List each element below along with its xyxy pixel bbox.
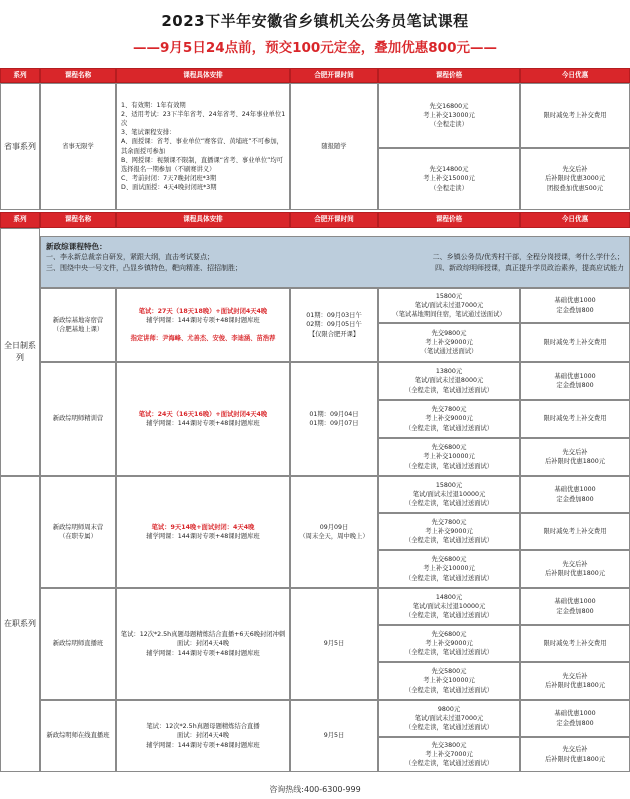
column-header: 合肥开课时间	[290, 68, 378, 83]
cell-line: 3、笔试课程安排：	[121, 129, 176, 137]
cell-line: （全程走读，笔试通过送面试）	[404, 724, 494, 732]
cell-line: （全程走读，笔试通过送面试）	[404, 537, 494, 545]
cell-line: 02期：09月05日午	[306, 321, 362, 329]
price-option	[378, 83, 520, 148]
price-option	[378, 625, 520, 662]
price-option	[378, 588, 520, 625]
cell-line: 后补限时优惠1800元	[544, 755, 606, 763]
cell-line: 基础优惠1000	[554, 486, 596, 494]
price-option	[378, 362, 520, 400]
cell-line: 定金叠加800	[556, 719, 594, 727]
cell-line: 基础优惠1000	[554, 297, 596, 305]
course-arrangement	[116, 700, 290, 772]
column-header: 系列	[0, 212, 40, 228]
start-time	[290, 588, 378, 700]
offer-cell	[520, 662, 630, 700]
cell-line: 笔试：12次*2.5h真题母题精炼结合直播	[146, 723, 260, 731]
price-option	[378, 400, 520, 438]
page-title: 2023下半年安徽省乡镇机关公务员笔试课程	[161, 12, 469, 30]
start-time	[290, 362, 378, 476]
cell-line: 定金叠加800	[556, 306, 594, 314]
cell-line: 【仅限合肥开课】	[308, 330, 360, 338]
cell-line: 考上补交7000元	[425, 750, 473, 758]
cell-line: 先交7800元	[431, 406, 467, 414]
online-support: 辅学网课：144课时专项+48课时题库班	[146, 420, 260, 427]
cell-line: （全程走读，笔试通过送面试）	[404, 649, 494, 657]
feature-item: 四、新政综明师授课，真正提升学员政治素养，提高应试能力	[435, 263, 624, 272]
cell-line: 考上补交9000元	[425, 338, 473, 346]
cell-line: 先交14800元	[429, 166, 469, 174]
cell-line: （全程走读，笔试通过送面试）	[404, 612, 494, 620]
cell-line: 新政综明师精训营	[52, 415, 104, 423]
cell-line: 先交后补	[562, 448, 588, 456]
cell-line: （全程走读，笔试通过送面试）	[404, 424, 494, 432]
start-time	[290, 288, 378, 362]
cell-line: 限时减免考上补交费用	[543, 527, 607, 535]
column-header: 合肥开课时间	[290, 212, 378, 228]
cell-line: 笔试/面试未过退8000元	[414, 377, 484, 385]
course-name: 省事无限学	[40, 83, 116, 210]
online-support: 辅学网课：144课时专项+48课时题库班	[146, 317, 260, 325]
price-option	[378, 288, 520, 323]
cell-line: 9月5日	[323, 640, 345, 648]
cell-line: 定金叠加800	[556, 495, 594, 503]
column-header: 课程价格	[378, 212, 520, 228]
cell-line: 新政综明师直播班	[52, 640, 104, 648]
lecturers: 指定讲师：尹海峰、尤善杰、安俊、李迪涵、苗浩荐	[130, 334, 276, 342]
column-header: 今日优惠	[520, 212, 630, 228]
offer-cell	[520, 737, 630, 772]
cell-line: 01期：09月07日	[309, 420, 359, 427]
cell-line: 限时减免考上补交费用	[543, 415, 607, 423]
price-option	[378, 550, 520, 588]
cell-line: 先交9800元	[431, 329, 467, 337]
cell-line: 限时减免考上补交费用	[543, 639, 607, 647]
cell-line: D、面试面授：4天4晚封闭班*3期	[121, 184, 217, 191]
cell-line: 新政综明师周末营	[52, 523, 104, 531]
online-support: 辅学网课：144课时专项+48课时题库班	[146, 533, 260, 540]
course-name	[40, 362, 116, 476]
start-time	[290, 700, 378, 772]
cell-line: 9800元	[437, 705, 461, 713]
offer-cell	[520, 438, 630, 476]
cell-line: （在职专属）	[59, 533, 97, 540]
offer-cell	[520, 476, 630, 513]
offer-cell	[520, 148, 630, 210]
cell-line: 9月5日	[323, 732, 345, 740]
cell-line: （笔试基地期间住宿，笔试通过送面试）	[392, 311, 506, 319]
price-option	[378, 737, 520, 772]
exam-schedule: 笔试：9天14晚+面试封闭：4天4晚	[151, 523, 255, 531]
column-header: 课程名称	[40, 212, 116, 228]
course-arrangement	[116, 476, 290, 588]
cell-line: 考上补交10000元	[423, 453, 475, 461]
cell-line: 先交3800元	[431, 741, 467, 749]
cell-line: 先交后补	[562, 746, 588, 754]
cell-line: 团报叠加优惠500元	[546, 184, 604, 192]
offer-cell	[520, 700, 630, 737]
cell-line: 先交后补	[562, 560, 588, 568]
cell-line: 笔试/面试未过退7000元	[414, 301, 484, 309]
cell-line: 14800元	[435, 593, 463, 601]
series-label: 全日制系列	[0, 228, 40, 476]
start-time: 随报随学	[290, 83, 378, 210]
cell-line: 笔试/面试未过退10000元	[412, 602, 486, 610]
cell-line: 基础优惠1000	[554, 598, 596, 606]
cell-line: 后补限时优惠1800元	[544, 682, 606, 689]
start-time	[290, 476, 378, 588]
cell-line: 先交7800元	[431, 518, 467, 526]
cell-line: 限时减免考上补交费用	[543, 111, 607, 119]
exam-schedule: 笔试：27天（18天18晚）+面试封闭4天4晚	[138, 308, 268, 316]
column-header: 课程价格	[378, 68, 520, 83]
cell-line: 先交后补	[562, 166, 588, 174]
cell-line: B、网授课：视频课不限制，直播课“省考、事业单位”均可选择报名一期参加（不刷赛讲义）	[121, 156, 283, 173]
exam-schedule: 笔试：24天（16天16晚）+面试封闭4天4晚	[138, 410, 268, 418]
cell-line: 后补限时优惠3000元	[544, 175, 606, 183]
cell-line: 笔试：12次*2.5h真题母题精炼结合直播+6天6晚封闭冲刺	[120, 631, 286, 639]
offer-cell	[520, 288, 630, 323]
course-name	[40, 588, 116, 700]
cell-line: 辅学网课：144课时专项+48课时题库班	[146, 741, 260, 749]
cell-line: 辅学网课：144课时专项+48课时题库班	[146, 649, 260, 657]
feature-item: 一、李永新总裁亲自研发，紧跟大纲，直击考试要点；	[46, 253, 214, 262]
cell-line: 后补限时优惠1800元	[544, 458, 606, 465]
offer-cell	[520, 513, 630, 550]
column-header: 课程具体安排	[116, 68, 290, 83]
cell-line: 新政综明师在线直播班	[46, 732, 110, 740]
cell-line: （全程走读，笔试通过送面试）	[404, 500, 494, 508]
cell-line: 新政综基地寄宿营	[52, 316, 104, 324]
offer-cell	[520, 625, 630, 662]
course-arrangement	[116, 288, 290, 362]
cell-line: 考上补交9000元	[425, 527, 473, 535]
cell-line: 先交6800元	[431, 444, 467, 452]
feature-item: 三、围绕中央一号文件，凸显乡镇特色，靶向精准、招招制胜；	[46, 263, 242, 272]
feature-item: 二、乡镇公务员/优秀村干部，全程分岗授课，考什么学什么；	[432, 253, 624, 262]
promo-subtitle: ——9月5日24点前，预交100元定金，叠加优惠800元——	[133, 40, 497, 56]
cell-line: 面试：封闭4天4晚	[176, 732, 230, 740]
column-header: 课程名称	[40, 68, 116, 83]
cell-line: 15800元	[435, 292, 463, 300]
price-option	[378, 700, 520, 737]
price-option	[378, 323, 520, 362]
cell-line: 1、有效期：1年有效期	[121, 101, 186, 109]
cell-line: 09月09日	[319, 523, 349, 531]
course-name	[40, 288, 116, 362]
offer-cell	[520, 400, 630, 438]
offer-cell	[520, 550, 630, 588]
course-features	[40, 236, 630, 288]
cell-line: 笔试/面试未过退7000元	[414, 714, 484, 722]
series-label: 在职系列	[0, 476, 40, 772]
cell-line: 后补限时优惠1800元	[544, 570, 606, 577]
cell-line: 考上补交10000元	[423, 565, 475, 573]
price-option	[378, 513, 520, 550]
series-label: 省事系列	[0, 83, 40, 210]
cell-line: 先交16800元	[429, 102, 469, 110]
features-title: 新政综课程特色：	[46, 242, 107, 251]
cell-line: 2、适用考试：23下半年省考、24年省考、24年事业单位1次	[121, 111, 286, 128]
cell-line: 01期：09月04日	[309, 410, 359, 418]
cell-line: 先交6800元	[431, 630, 467, 638]
cell-line: 基础优惠1000	[554, 372, 596, 380]
cell-line: 考上补交10000元	[423, 677, 475, 685]
cell-line: 定金叠加800	[556, 382, 594, 389]
cell-line: （周末全天，周中晚上）	[299, 533, 369, 540]
cell-line: （全程走读，笔试通过送面试）	[404, 574, 494, 582]
offer-cell	[520, 323, 630, 362]
course-name	[40, 700, 116, 772]
cell-line: （全程走读，笔试通过送面试）	[404, 686, 494, 694]
cell-line: 15800元	[435, 481, 463, 489]
cell-line: 限时减免考上补交费用	[543, 338, 607, 346]
offer-cell	[520, 83, 630, 148]
cell-line: 先交后补	[562, 672, 588, 680]
course-name	[40, 476, 116, 588]
price-option	[378, 148, 520, 210]
cell-line: （全程走读）	[430, 121, 468, 129]
price-option	[378, 662, 520, 700]
cell-line: 考上补交9000元	[425, 639, 473, 647]
cell-line: （合肥基地上课）	[52, 326, 104, 333]
cell-line: 13800元	[435, 368, 463, 376]
column-header: 今日优惠	[520, 68, 630, 83]
cell-line: 笔试/面试未过退10000元	[412, 490, 486, 498]
cell-line: 考上补交9000元	[425, 415, 473, 423]
cell-line: （笔试通过送面试）	[420, 348, 478, 356]
course-arrangement	[116, 83, 290, 210]
offer-cell	[520, 588, 630, 625]
cell-line: A、面授课：省考、事业单位“赛客营、黄埔班”不可参加，其余面授可参加	[121, 138, 283, 155]
cell-line: 考上补交15000元	[423, 175, 475, 183]
cell-line: （全程走读，笔试通过送面试）	[404, 760, 494, 768]
cell-line: 面试：封闭4天4晚	[176, 640, 230, 648]
offer-cell	[520, 362, 630, 400]
cell-line: （全程走读，笔试通过送面试）	[404, 386, 494, 394]
course-arrangement	[116, 362, 290, 476]
cell-line: （全程走读，笔试通过送面试）	[404, 462, 494, 470]
cell-line: 基础优惠1000	[554, 710, 596, 718]
price-option	[378, 438, 520, 476]
price-option	[378, 476, 520, 513]
cell-line: 01期：09月03日午	[306, 312, 362, 320]
course-arrangement	[116, 588, 290, 700]
cell-line: （全程走读）	[430, 184, 468, 192]
hotline: 咨询热线:400-6300-999	[269, 785, 361, 794]
cell-line: 定金叠加800	[556, 607, 594, 615]
column-header: 系列	[0, 68, 40, 83]
cell-line: 先交5800元	[431, 668, 467, 676]
column-header: 课程具体安排	[116, 212, 290, 228]
cell-line: C、考前封闭：7天7晚封闭班*3期	[121, 174, 217, 182]
cell-line: 考上补交13000元	[423, 111, 475, 119]
cell-line: 先交6800元	[431, 556, 467, 564]
